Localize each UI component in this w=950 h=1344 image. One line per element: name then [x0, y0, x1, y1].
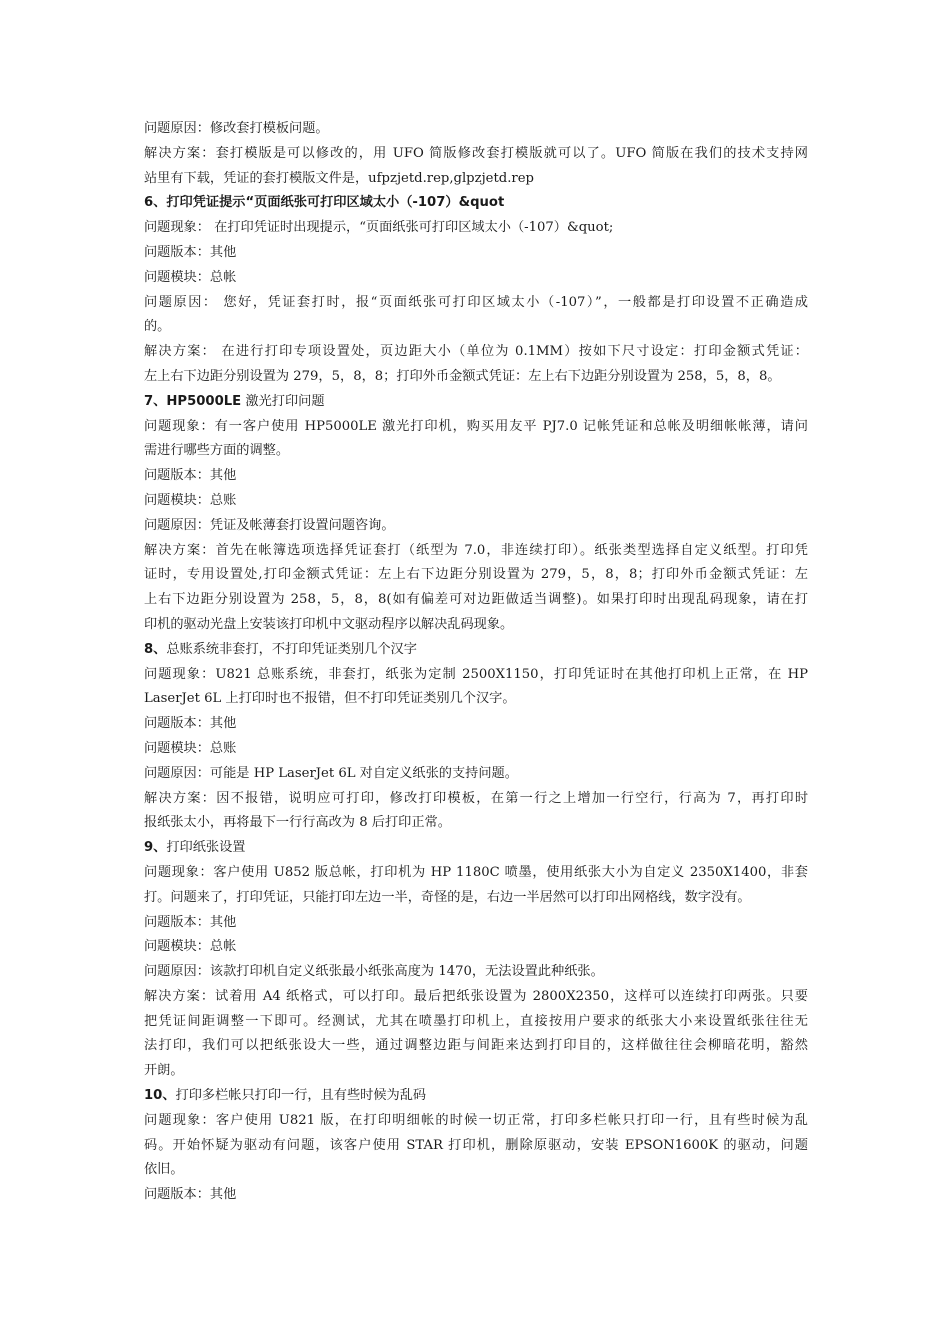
text-line: 问题版本：其他	[144, 1187, 237, 1203]
text-line: 证时，专用设置处,打印金额式凭证：左上右下边距分别设置为 279，5，8，8；打印外币金额式凭证：左	[144, 567, 808, 583]
text-line: 问题原因：修改套打模板问题。	[144, 121, 329, 136]
text-line: 问题现象：有一客户使用 HP5000LE 激光打印机，购买用友平 PJ7.0 记帐凭证和总帐及明细帐帐薄，请问	[144, 418, 808, 434]
text-line: 需进行哪些方面的调整。	[144, 443, 290, 459]
text-line: 问题现象：客户使用 U852 版总帐，打印机为 HP 1180C 喷墨，使用纸张大小为自定义 2350X1400，非套	[144, 864, 808, 880]
document-body	[144, 117, 808, 1208]
text-line: 解决方案： 在进行打印专项设置处，页边距大小（单位为 0.1MM）按如下尺寸设定：打印金额式凭证：	[144, 344, 808, 360]
text-line: 依旧。	[144, 1162, 184, 1178]
text-line: 6、打印凭证提示“页面纸张可打印区域太小（-107）&quot	[144, 195, 505, 211]
text-line: 问题版本：其他	[144, 468, 237, 484]
text-line: 问题版本：其他	[144, 914, 237, 930]
text-line: 解决方案：首先在帐簿选项选择凭证套打（纸型为 7.0，非连续打印）。纸张类型选择自定义纸型。打印凭	[144, 542, 808, 558]
text-line: 法打印，我们可以把纸张设大一些，通过调整边距与间距来达到打印目的，这样做往往会柳暗花明，豁然	[144, 1038, 808, 1054]
text-line: 问题模块：总账	[144, 740, 237, 756]
text-line: 9、打印纸张设置	[144, 840, 246, 856]
section-number: 9、	[144, 840, 167, 856]
text-line: 问题现象：U821 总账系统，非套打，纸张为定制 2500X1150，打印凭证时在其他打印机上正常，在 HP	[144, 666, 808, 682]
text-line: 上右下边距分别设置为 258，5，8，8(如有偏差可对边距做适当调整)。如果打印时出现乱码现象，请在打	[144, 592, 808, 608]
text-line: 码。开始怀疑为驱动有问题，该客户使用 STAR 打印机，删除原驱动，安装 EPSON1600K 的驱动，问题	[144, 1137, 808, 1153]
text-line: 问题现象： 在打印凭证时出现提示，“页面纸张可打印区域太小（-107）&quot;	[144, 220, 614, 236]
text-line: 问题原因：可能是 HP LaserJet 6L 对自定义纸张的支持问题。	[144, 765, 518, 781]
section-number: 7、HP5000LE	[144, 393, 242, 409]
text-line: 开朗。	[144, 1063, 184, 1079]
text-line: LaserJet 6L 上打印时也不报错，但不打印凭证类别几个汉字。	[144, 691, 516, 707]
text-line: 问题现象：客户使用 U821 版，在打印明细帐的时候一切正常，打印多栏帐只打印一行，且有些时候为乱	[144, 1112, 808, 1128]
text-line: 左上右下边距分别设置为 279，5，8，8；打印外币金额式凭证：左上右下边距分别设置为 258，5，8，8。	[144, 368, 781, 384]
text-line: 7、HP5000LE 激光打印问题	[144, 393, 325, 409]
text-line: 问题模块：总账	[144, 492, 237, 508]
text-line: 10、打印多栏帐只打印一行，且有些时候为乱码	[144, 1088, 427, 1104]
text-line: 问题原因： 您好，凭证套打时，报“页面纸张可打印区域太小（-107）”，一般都是打印设置不正确造成	[144, 294, 808, 310]
text-line: 打。问题来了，打印凭证，只能打印左边一半，奇怪的是，右边一半居然可以打印出网格线，数字没有。	[144, 889, 751, 905]
text-line: 问题版本：其他	[144, 244, 237, 260]
text-line: 问题原因：凭证及帐薄套打设置问题咨询。	[144, 517, 395, 533]
text-line: 解决方案：试着用 A4 纸格式，可以打印。最后把纸张设置为 2800X2350，这样可以连续打印两张。只要	[144, 988, 808, 1004]
text-line: 问题原因：该款打印机自定义纸张最小纸张高度为 1470，无法设置此种纸张。	[144, 964, 604, 980]
text-line: 问题版本：其他	[144, 716, 237, 732]
text-line: 问题模块：总帐	[144, 269, 237, 285]
text-line: 问题模块：总帐	[144, 939, 237, 955]
text-line: 解决方案：套打模版是可以修改的，用 UFO 简版修改套打模版就可以了。UFO 简版在我们的技术支持网	[144, 145, 808, 161]
text-line: 解决方案：因不报错，说明应可打印，修改打印模板，在第一行之上增加一行空行，行高为 7，再打印时	[144, 790, 808, 806]
text-line: 站里有下载，凭证的套打模版文件是，ufpzjetd.rep,glpzjetd.rep	[144, 170, 534, 186]
text-line: 印机的驱动光盘上安装该打印机中文驱动程序以解决乱码现象。	[144, 616, 514, 632]
text-line: 8、总账系统非套打，不打印凭证类别几个汉字	[144, 641, 417, 657]
text-line: 把凭证间距调整一下即可。经测试，尤其在喷墨打印机上，直接按用户要求的纸张大小来设置纸张往往无	[144, 1013, 808, 1029]
text-line: 的。	[144, 319, 171, 335]
section-number: 8、	[144, 641, 167, 657]
text-line: 报纸张太小，再将最下一行行高改为 8 后打印正常。	[144, 815, 451, 831]
section-number: 10、	[144, 1088, 176, 1104]
